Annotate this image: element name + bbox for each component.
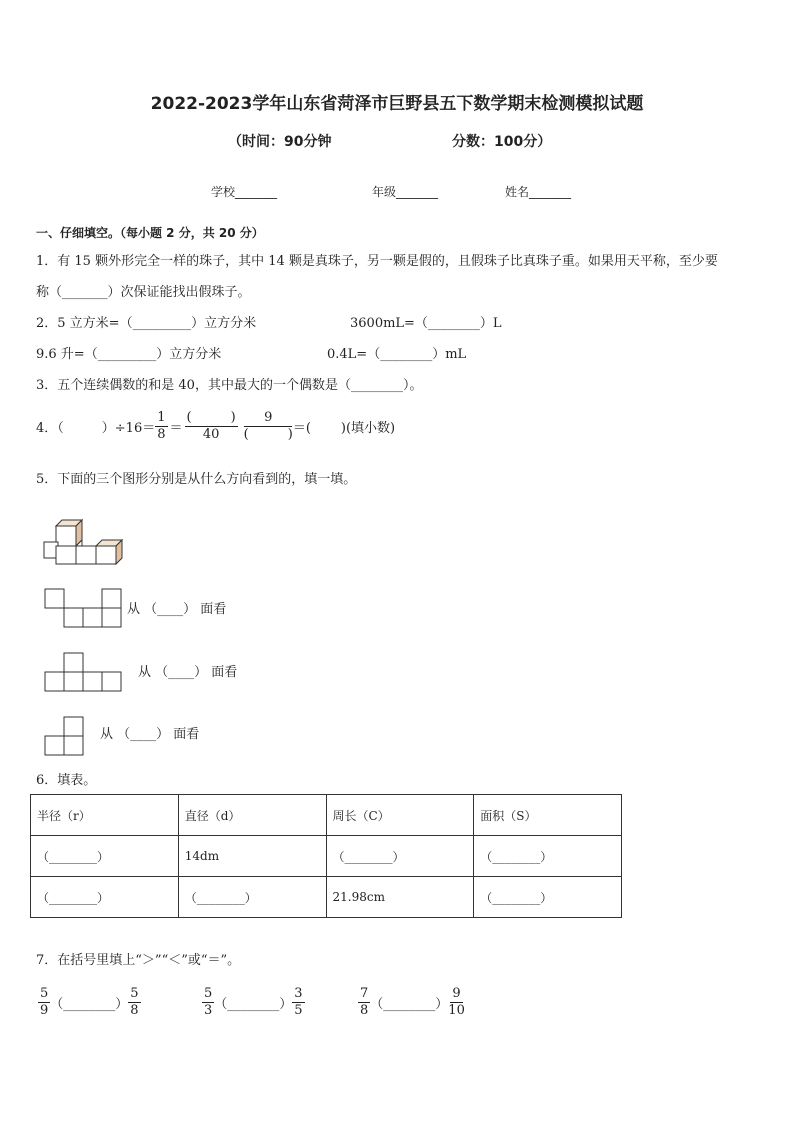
table-cell: （________） bbox=[474, 877, 622, 918]
fraction-numerator: 9 bbox=[244, 410, 292, 427]
q4-fraction-1 bbox=[155, 410, 167, 443]
table-cell: （________） bbox=[326, 836, 474, 877]
view-figure-1 bbox=[44, 588, 126, 628]
comparison-blank: （________） bbox=[50, 997, 129, 1012]
fraction bbox=[38, 986, 50, 1019]
view-label-3: 从 （____） 面看 bbox=[100, 727, 200, 742]
question-1-line2: 称（_______）次保证能找出假珠子。 bbox=[36, 285, 251, 300]
fraction bbox=[358, 986, 370, 1019]
exam-score: 分数：100分） bbox=[452, 134, 552, 150]
grade-field: 年级_______ bbox=[372, 185, 439, 199]
view-label-1: 从 （____） 面看 bbox=[127, 602, 227, 617]
fraction-denominator: 3 bbox=[204, 1003, 213, 1018]
page-title: 2022-2023学年山东省菏泽市巨野县五下数学期末检测模拟试题 bbox=[150, 94, 644, 114]
question-4 bbox=[36, 410, 395, 443]
q4-div: ）÷16＝ bbox=[101, 421, 156, 436]
fraction-numerator: 5 bbox=[204, 986, 213, 1001]
fraction bbox=[292, 986, 304, 1019]
fraction-denominator: 8 bbox=[130, 1003, 139, 1018]
q4-prefix: 4．（ bbox=[36, 421, 64, 436]
q4-equals-1: ＝ bbox=[169, 421, 183, 436]
question-2c: 9.6 升=（_________）立方分米 bbox=[36, 347, 222, 362]
table-cell: （________） bbox=[31, 836, 179, 877]
exam-time: （时间：90分钟 bbox=[228, 134, 332, 150]
fraction-denominator: 8 bbox=[360, 1003, 369, 1018]
question-6: 6．填表。 bbox=[36, 773, 97, 788]
comparison-3 bbox=[358, 986, 465, 1019]
fraction bbox=[202, 986, 214, 1019]
fraction-denominator: ( ) bbox=[243, 427, 293, 442]
table-cell: 21.98cm bbox=[326, 877, 474, 918]
fraction-denominator: 40 bbox=[202, 427, 220, 442]
fraction bbox=[128, 986, 140, 1019]
comparison-1 bbox=[38, 986, 141, 1019]
fraction-denominator: 5 bbox=[294, 1003, 303, 1018]
table-header-cell: 面积（S） bbox=[474, 795, 622, 836]
fraction bbox=[448, 986, 465, 1019]
table-header-cell: 周长（C） bbox=[326, 795, 474, 836]
table-header-row bbox=[31, 795, 622, 836]
comparison-blank: （________） bbox=[370, 997, 449, 1012]
comparison-blank: （________） bbox=[214, 997, 293, 1012]
table-header-cell: 直径（d） bbox=[178, 795, 326, 836]
q4-fraction-3 bbox=[244, 410, 293, 443]
view-figure-3 bbox=[44, 716, 86, 756]
fraction-numerator: 3 bbox=[294, 986, 303, 1001]
question-2b: 3600mL=（________）L bbox=[350, 316, 502, 331]
section-heading: 一、仔细填空。（每小题 2 分，共 20 分） bbox=[36, 226, 264, 240]
view-label-2: 从 （____） 面看 bbox=[138, 665, 238, 680]
question-7: 7．在括号里填上“＞”“＜”或“＝”。 bbox=[36, 953, 241, 968]
fraction-denominator: 8 bbox=[157, 427, 166, 442]
table-cell: （________） bbox=[474, 836, 622, 877]
fraction-numerator: 9 bbox=[452, 986, 461, 1001]
cube-stack-figure bbox=[40, 518, 130, 566]
q4-equals-2: ＝( bbox=[292, 421, 311, 436]
fraction-denominator: 10 bbox=[448, 1003, 465, 1018]
question-3: 3．五个连续偶数的和是 40，其中最大的一个偶数是（________）。 bbox=[36, 378, 423, 393]
question-5: 5．下面的三个图形分别是从什么方向看到的，填一填。 bbox=[36, 472, 357, 487]
fraction-numerator: 1 bbox=[157, 410, 166, 425]
fraction-numerator: 5 bbox=[40, 986, 49, 1001]
circle-table bbox=[30, 794, 622, 918]
fraction-numerator: ( ) bbox=[186, 410, 236, 425]
q4-fraction-2 bbox=[185, 410, 238, 443]
table-header-cell: 半径（r） bbox=[31, 795, 179, 836]
table-row bbox=[31, 836, 622, 877]
fraction-numerator: 5 bbox=[130, 986, 139, 1001]
table-cell: （________） bbox=[31, 877, 179, 918]
fraction-denominator: 9 bbox=[40, 1003, 49, 1018]
comparison-2 bbox=[202, 986, 305, 1019]
table-cell: 14dm bbox=[178, 836, 326, 877]
fraction-numerator: 7 bbox=[360, 986, 369, 1001]
question-2d: 0.4L=（________）mL bbox=[327, 347, 467, 362]
table-row bbox=[31, 877, 622, 918]
question-2a: 2．5 立方米=（_________）立方分米 bbox=[36, 316, 257, 331]
school-field: 学校_______ bbox=[211, 185, 278, 199]
name-field: 姓名_______ bbox=[505, 185, 572, 199]
q4-suffix: )(填小数) bbox=[340, 421, 396, 436]
view-figure-2 bbox=[44, 652, 126, 692]
table-cell: （________） bbox=[178, 877, 326, 918]
question-1-line1: 1．有 15 颗外形完全一样的珠子，其中 14 颗是真珠子，另一颗是假的，且假珠子比真珠子重。如果用天平称，至少要 bbox=[36, 254, 718, 269]
